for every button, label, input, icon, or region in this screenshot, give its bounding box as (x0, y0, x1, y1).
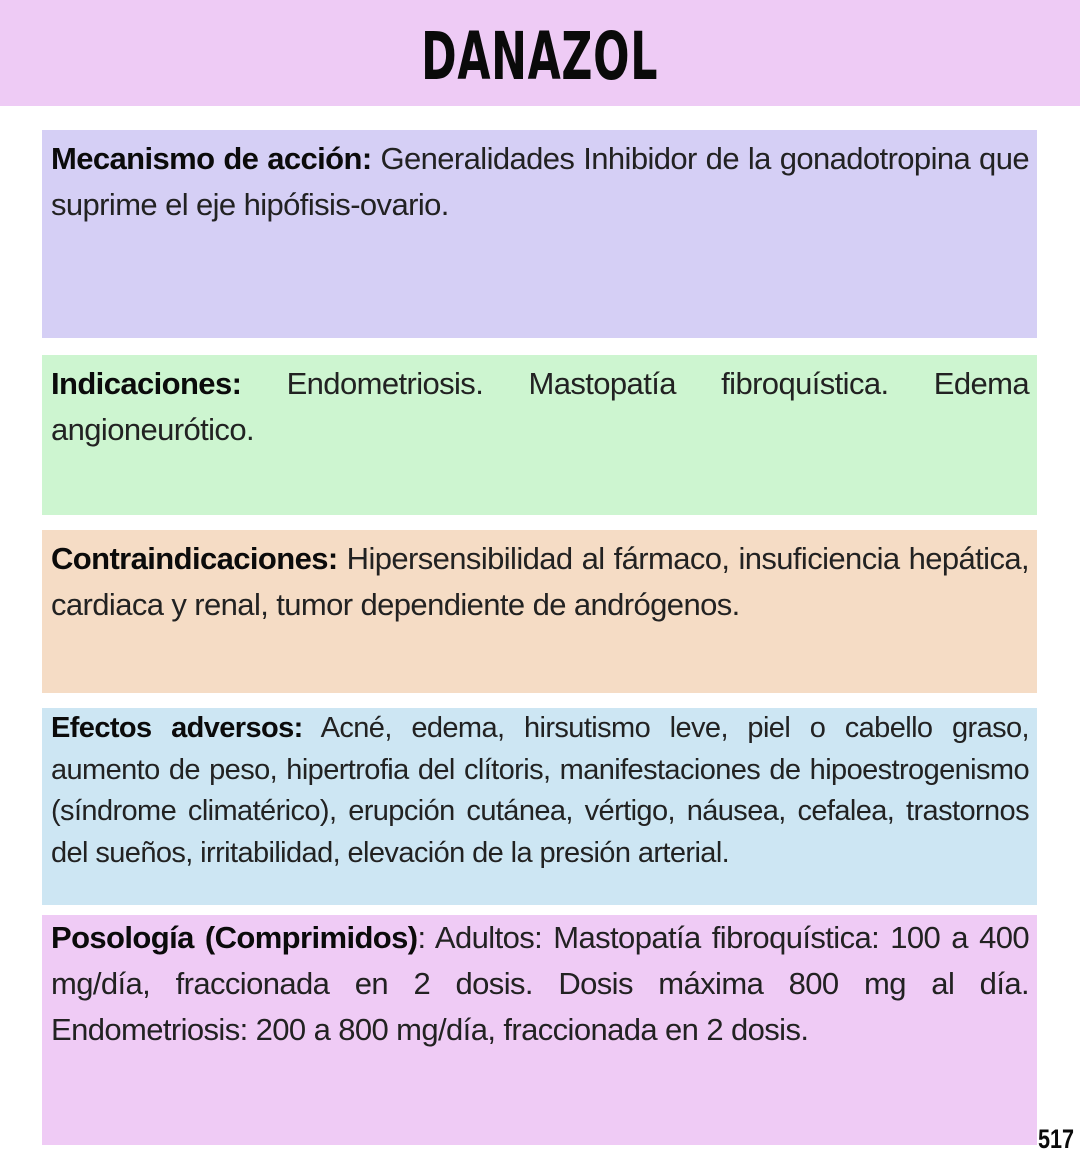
section-label: Efectos adversos: (51, 712, 303, 744)
page-number: 517 (1037, 1124, 1074, 1154)
section-posologia (42, 915, 1037, 1145)
section-text: Hipersensibilidad al fármaco, insuficiencia hepática, cardiaca y renal, tumor dependiente de andrógenos. (51, 541, 1029, 622)
section-label: Contraindicaciones: (51, 541, 338, 576)
section-efectos-adversos (42, 708, 1037, 905)
section-text: Acné, edema, hirsutismo leve, piel o cabello graso, aumento de peso, hipertrofia del clítoris, manifestaciones de hipoestrogenismo (síndrome climatérico), erupción cutánea, vértigo, náusea, cefalea, trastornos del sueños, irritabilidad, elevación de la presión arterial. (51, 712, 1029, 869)
section-text: Generalidades Inhibidor de la gonadotropina que suprime el eje hipófisis-ovario. (51, 141, 1029, 222)
section-mecanismo-de-accion (42, 130, 1037, 338)
section-contraindicaciones (42, 530, 1037, 693)
section-label: Mecanismo de acción: (51, 141, 372, 176)
title-banner (0, 0, 1080, 106)
section-label: Posología (Comprimidos) (51, 920, 418, 955)
section-label: Indicaciones: (51, 366, 242, 401)
drug-title: DANAZOL (421, 17, 659, 95)
section-indicaciones (42, 355, 1037, 515)
section-text: Endometriosis. Mastopatía fibroquística. Edema angioneurótico. (51, 366, 1029, 447)
section-text: : Adultos: Mastopatía fibroquística: 100 a 400 mg/día, fraccionada en 2 dosis. Dosis máxima 800 mg al día. Endometriosis: 200 a 800 mg/día, fraccionada en 2 dosis. (51, 920, 1029, 1047)
